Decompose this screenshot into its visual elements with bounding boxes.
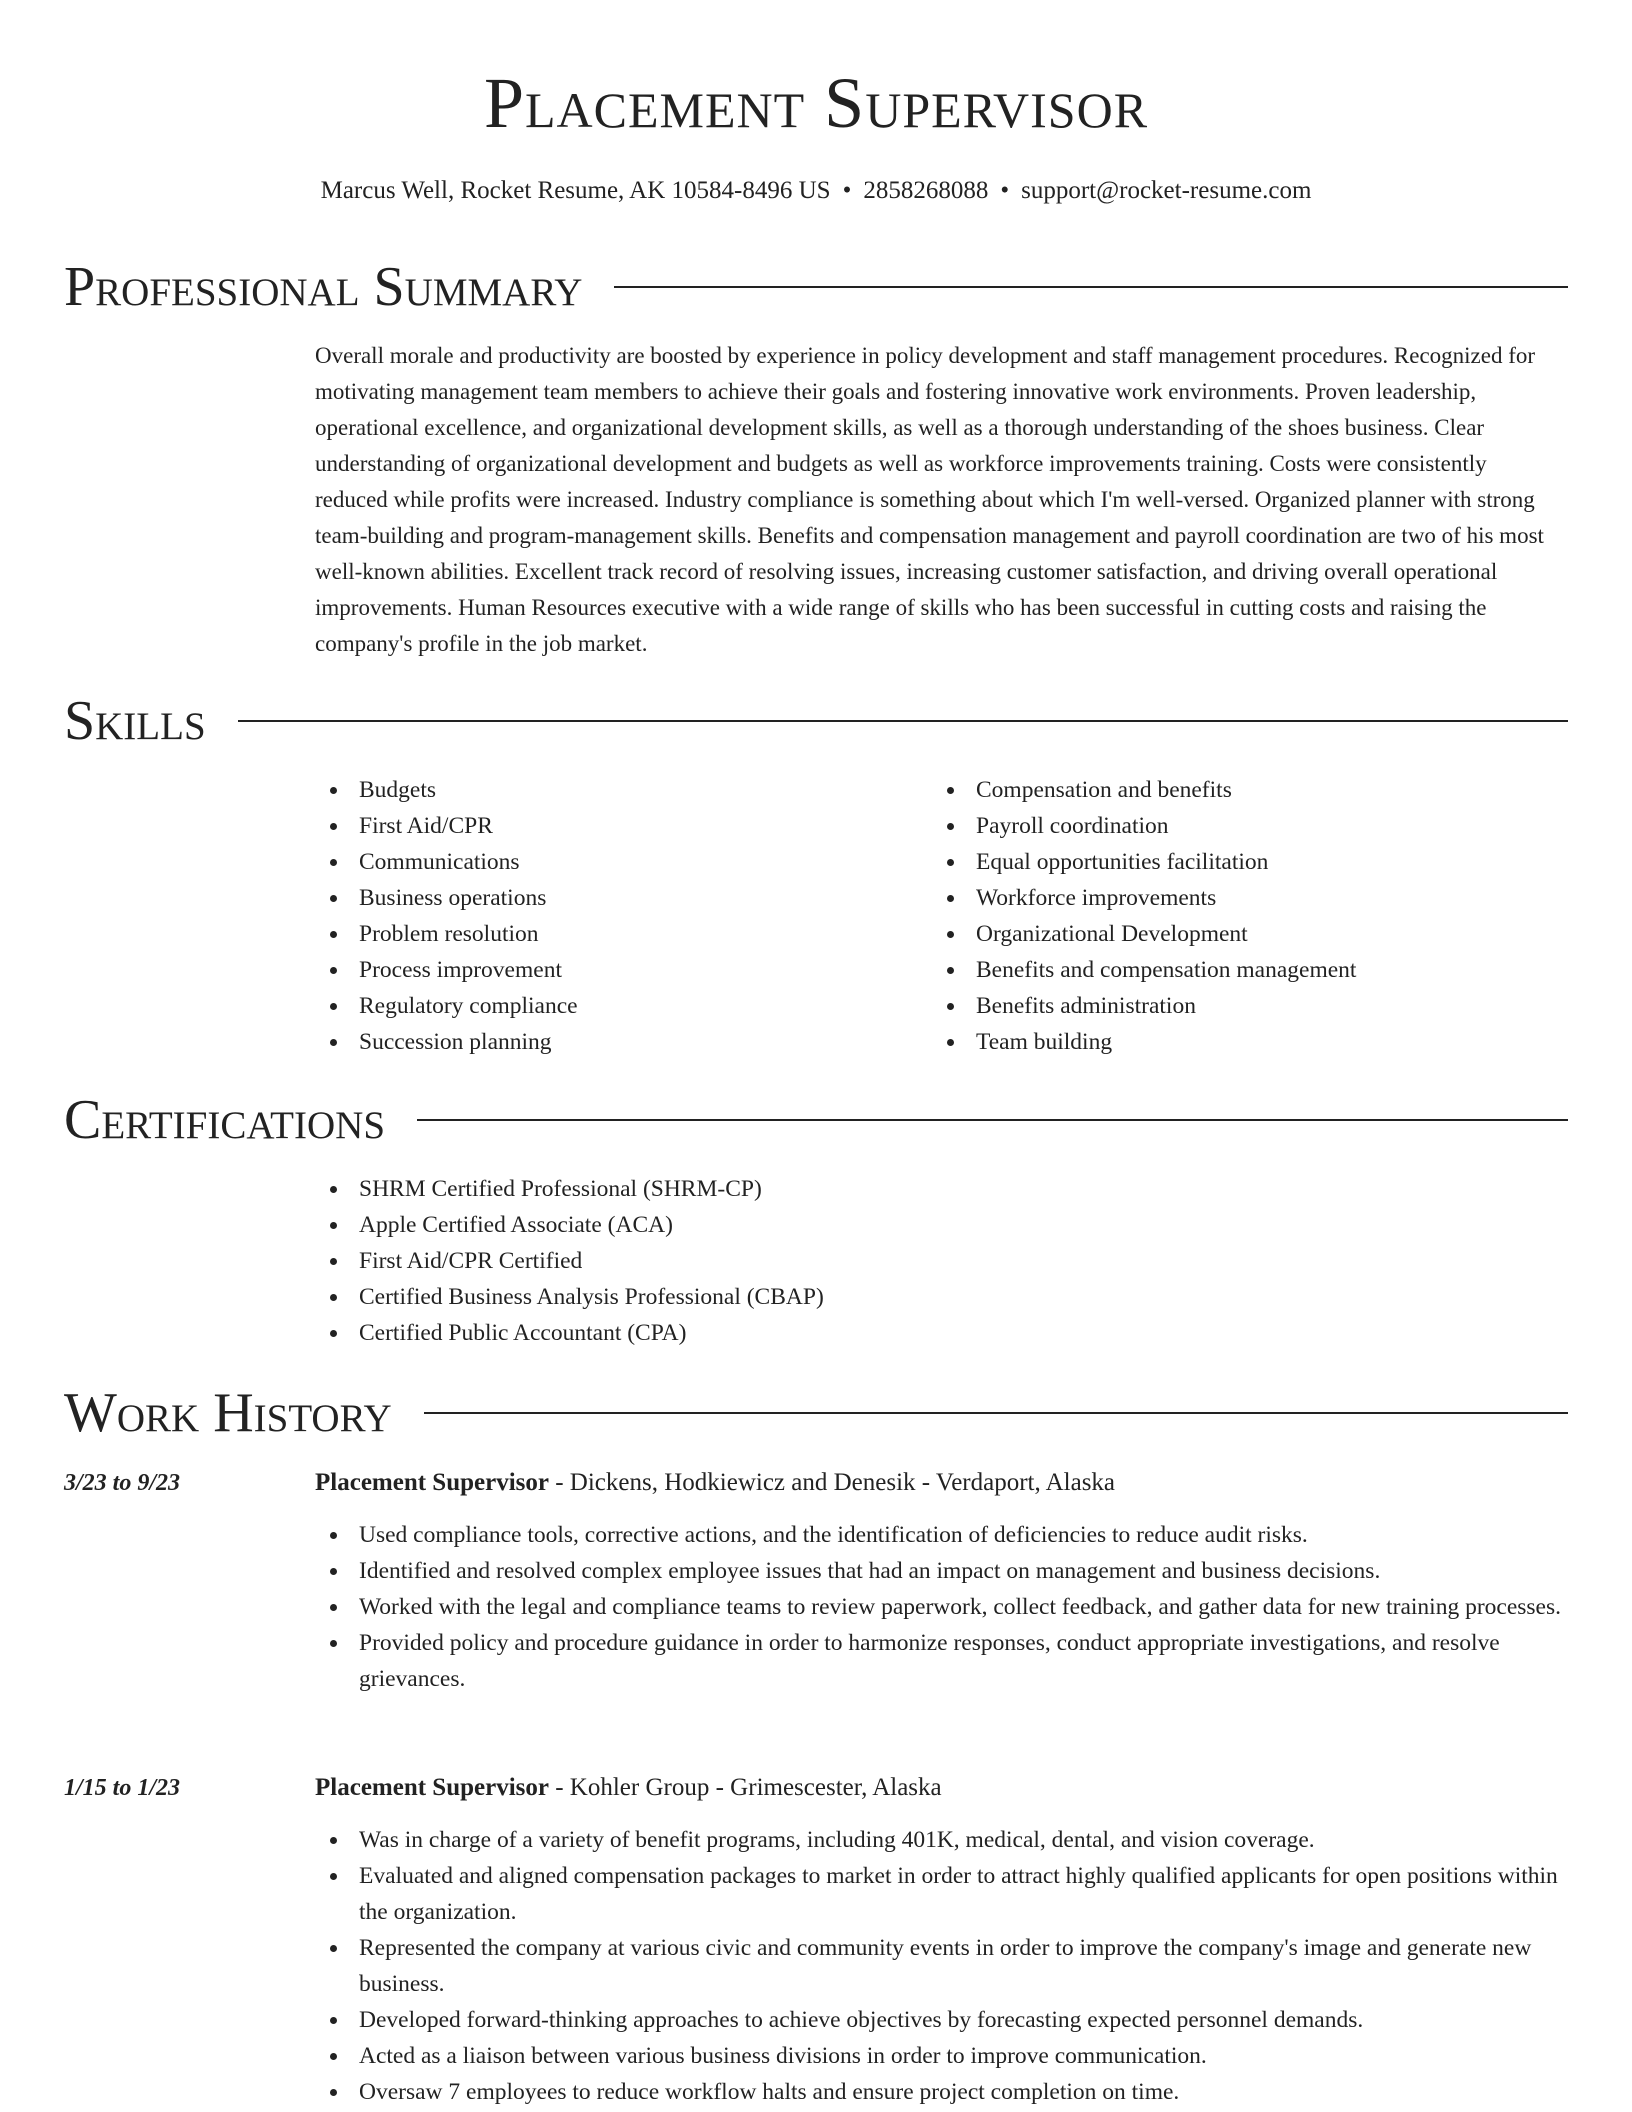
certification-item: SHRM Certified Professional (SHRM-CP) [315,1171,1565,1207]
section-title-work-history: Work History [64,1382,392,1444]
job-duty: Oversaw 7 employees to reduce workflow halts and ensure project completion on time. [315,2074,1565,2110]
job-duty: Represented the company at various civic and community events in order to improve the company's image and generate new business. [315,1930,1565,2002]
job-title: Placement Supervisor [315,1469,549,1496]
job-heading [315,1770,1565,1806]
skill-item: Workforce improvements [932,880,1565,916]
job-duty: Developed forward-thinking approaches to achieve objectives by forecasting expected personnel demands. [315,2002,1565,2038]
certifications-list [315,1171,1565,1351]
job-dates: 3/23 to 9/23 [64,1470,181,1496]
section-header-skills [64,689,1568,753]
skill-item: Problem resolution [315,916,915,952]
skill-item: Benefits and compensation management [932,952,1565,988]
section-header-work-history [64,1381,1568,1445]
section-divider [417,1119,1568,1121]
contact-separator: • [1000,177,1010,204]
section-header-summary [64,255,1568,319]
skill-item: Business operations [315,880,915,916]
skill-item: Compensation and benefits [932,772,1565,808]
skill-item: Process improvement [315,952,915,988]
skill-item: Budgets [315,772,915,808]
contact-phone: 2858268088 [863,177,989,204]
section-divider [424,1412,1568,1414]
job-duty: Used compliance tools, corrective actions, and the identification of deficiencies to reduce audit risks. [315,1517,1565,1553]
contact-separator: • [842,177,852,204]
certification-item: Certified Business Analysis Professional (CBAP) [315,1279,1565,1315]
section-title-summary: Professional Summary [64,256,583,318]
job-duty: Provided policy and procedure guidance in order to harmonize responses, conduct appropriate investigations, and resolve grievances. [315,1625,1565,1697]
section-divider [238,720,1568,722]
job-duty: Worked with the legal and compliance teams to review paperwork, collect feedback, and gather data for new training processes. [315,1589,1565,1625]
job-duty: Acted as a liaison between various business divisions in order to improve communication. [315,2038,1565,2074]
skill-item: First Aid/CPR [315,808,915,844]
skill-item: Team building [932,1024,1565,1060]
job-duty: Evaluated and aligned compensation packages to market in order to attract highly qualified applicants for open positions within the organization. [315,1858,1565,1930]
job-company: - Dickens, Hodkiewicz and Denesik - Verdaport, Alaska [548,1469,1116,1496]
skill-item: Organizational Development [932,916,1565,952]
skill-item: Benefits administration [932,988,1565,1024]
contact-line [0,174,1632,208]
job-duty: Was in charge of a variety of benefit programs, including 401K, medical, dental, and vision coverage. [315,1822,1565,1858]
section-header-certifications [64,1088,1568,1152]
certification-item: Apple Certified Associate (ACA) [315,1207,1565,1243]
job-duties-list [315,1822,1565,2110]
section-title-skills: Skills [64,690,206,752]
job-title: Placement Supervisor [315,1774,549,1801]
resume-name: Placement Supervisor [483,63,1149,143]
certification-item: Certified Public Accountant (CPA) [315,1315,1565,1351]
contact-email: support@rocket-resume.com [1021,177,1312,204]
skill-item: Payroll coordination [932,808,1565,844]
job-heading [315,1465,1565,1501]
skill-item: Regulatory compliance [315,988,915,1024]
job-duty: Identified and resolved complex employee issues that had an impact on management and business decisions. [315,1553,1565,1589]
skill-item: Communications [315,844,915,880]
section-title-certifications: Certifications [64,1089,386,1151]
skill-item: Equal opportunities facilitation [932,844,1565,880]
section-divider [614,286,1568,288]
skills-list-right [932,772,1565,1060]
job-duties-list [315,1517,1565,1697]
job-dates: 1/15 to 1/23 [64,1775,181,1801]
job-company: - Kohler Group - Grimescester, Alaska [548,1774,942,1801]
skills-list-left [315,772,915,1060]
certification-item: First Aid/CPR Certified [315,1243,1565,1279]
summary-text: Overall morale and productivity are boosted by experience in policy development and staff management procedures. Recognized for motivating management team members to achieve their goals and fostering innovative work environments. Proven leadership, operational excellence, and organizational development skills, as well as a thorough understanding of the shoes business. Clear understanding of organizational development and budgets as well as workforce improvements training. Costs were consistently reduced while profits were increased. Industry compliance is something about which I'm well-versed. Organized planner with strong team-building and program-management skills. Benefits and compensation management and payroll coordination are two of his most well-known abilities. Excellent track record of resolving issues, increasing customer satisfaction, and driving overall operational improvements. Human Resources executive with a wide range of skills who has been successful in cutting costs and raising the company's profile in the job market. [315,343,1544,656]
contact-address: Marcus Well, Rocket Resume, AK 10584-8496 US [320,177,831,204]
skill-item: Succession planning [315,1024,915,1060]
